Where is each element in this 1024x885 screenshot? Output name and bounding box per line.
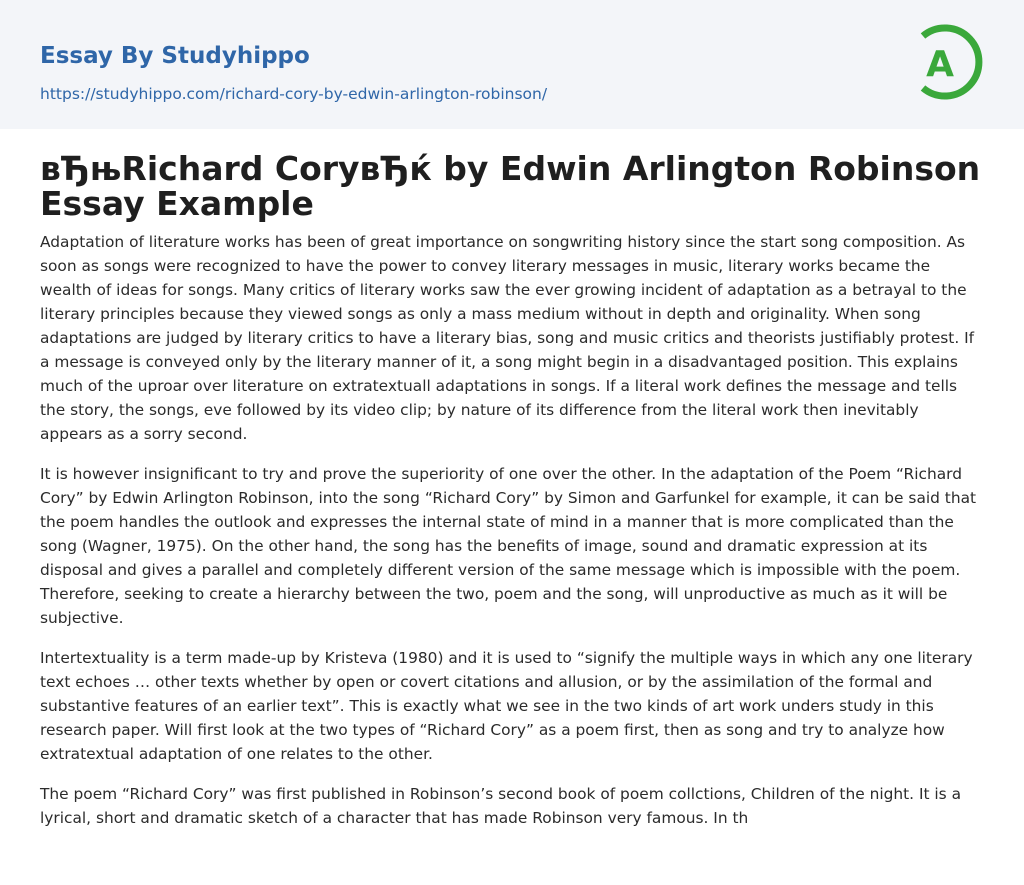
page-title: вЂњRichard CoryвЂќ by Edwin Arlington Robinson Essay Example bbox=[40, 149, 981, 223]
paragraph-2: It is however insignificant to try and prove the superiority of one over the other. In the adaptation of the Poem “Richard Cory” by Edwin Arlington Robinson, into the song “Richard Cory” by Simon and Garfunkel for example, it can be said that the poem handles the outlook and expresses the internal state of mind in a manner that is more complicated than the song (Wagner, 1975). On the other hand, the song has the benefits of image, sound and dramatic expression at its disposal and gives a parallel and completely different version of the same message which is impossible with the poem. Therefore, seeking to create a hierarchy between the two, poem and the song, will unproductive as much as it will be subjective. bbox=[40, 465, 977, 627]
article bbox=[0, 151, 1024, 830]
paragraph-1: Adaptation of literature works has been of great importance on songwriting history since the start song composition. As soon as songs were recognized to have the power to convey literary messages in music, literary works became the wealth of ideas for songs. Many critics of literary works saw the ever growing incident of adaptation as a betrayal to the literary principles because they viewed songs as only a mass medium without in depth and originality. When song adaptations are judged by literary critics to have a literary bias, song and music critics and theorists justifiably protest. If a message is conveyed only by the literary manner of it, a song might begin in a disadvantaged position. This explains much of the uproar over literature on extratextuall adaptations in songs. If a literal work defines the message and tells the story, the songs, eve followed by its video clip; by nature of its difference from the literal work then inevitably appears as a sorry second. bbox=[40, 233, 975, 443]
article-body bbox=[40, 230, 984, 830]
source-url-link[interactable]: https://studyhippo.com/richard-cory-by-edwin-arlington-robinson/ bbox=[40, 85, 548, 103]
logo-letter: A bbox=[926, 44, 954, 85]
paragraph-3: Intertextuality is a term made-up by Kristeva (1980) and it is used to “signify the multiple ways in which any one literary text echoes … other texts whether by open or covert citations and allusion, or by the assimilation of the formal and substantive features of an earlier text”. This is exactly what we see in the two kinds of art work unders study in this research paper. Will first look at the two types of “Richard Cory” as a poem first, then as song and try to analyze how extratextual adaptation of one relates to the other. bbox=[40, 649, 973, 763]
paragraph-4: The poem “Richard Cory” was first published in Robinson’s second book of poem collctions, Children of the night. It is a lyrical, short and dramatic sketch of a character that has made Robinson very famous. In th bbox=[40, 785, 962, 827]
site-header bbox=[0, 0, 1024, 129]
site-title[interactable]: Essay By Studyhippo bbox=[40, 43, 310, 69]
studyhippo-logo-icon[interactable] bbox=[913, 20, 985, 104]
